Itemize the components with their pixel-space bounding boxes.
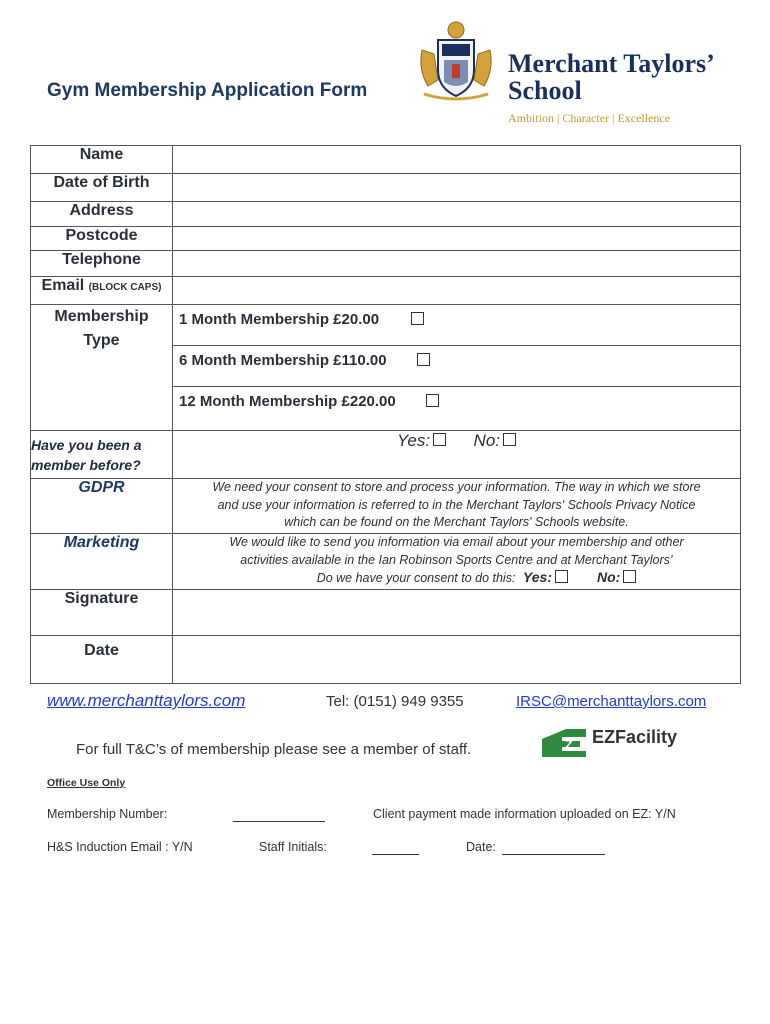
ezfacility-brand: EZFacility <box>592 727 678 747</box>
marketing-no-checkbox[interactable] <box>623 570 636 583</box>
staff-initials-label: Staff Initials: <box>259 840 327 854</box>
membership-options <box>173 305 741 431</box>
telephone-field[interactable] <box>173 251 741 277</box>
option-6-month-checkbox[interactable] <box>417 353 430 366</box>
name-label: Name <box>31 146 173 174</box>
office-date-line[interactable] <box>502 854 605 855</box>
svg-text:Z: Z <box>565 737 573 752</box>
name-field[interactable] <box>173 146 741 174</box>
marketing-text: We would like to send you information via email about your membership and other activities available in the Ian Robinson Sports Centre and at Merchant Taylors’ Do we have your consent to do this: Yes: No: <box>173 534 741 590</box>
staff-initials-line[interactable] <box>372 854 419 855</box>
member-before-yes-checkbox[interactable] <box>433 433 446 446</box>
school-crest-logo <box>416 20 496 104</box>
signature-label: Signature <box>31 590 173 636</box>
dob-label: Date of Birth <box>31 174 173 202</box>
email-link[interactable]: IRSC@merchanttaylors.com <box>516 693 707 710</box>
school-motto: Ambition | Character | Excellence <box>508 111 671 125</box>
hs-induction-label: H&S Induction Email : Y/N <box>47 840 193 854</box>
marketing-yes-checkbox[interactable] <box>555 570 568 583</box>
website-link[interactable]: www.merchanttaylors.com <box>47 691 246 710</box>
postcode-field[interactable] <box>173 227 741 251</box>
application-form-table <box>30 145 741 684</box>
gdpr-label: GDPR <box>31 479 173 534</box>
option-12-month[interactable]: 12 Month Membership £220.00 <box>173 387 740 430</box>
office-date-label: Date: <box>466 840 496 854</box>
telephone-label: Telephone <box>31 251 173 277</box>
option-1-month-checkbox[interactable] <box>411 312 424 325</box>
member-before-no-checkbox[interactable] <box>503 433 516 446</box>
membership-number-line[interactable] <box>233 821 325 822</box>
office-use-heading: Office Use Only <box>47 777 126 789</box>
telephone-number: Tel: (0151) 949 9355 <box>326 693 464 710</box>
option-12-month-checkbox[interactable] <box>426 394 439 407</box>
date-field[interactable] <box>173 636 741 684</box>
email-hint: (BLOCK CAPS) <box>88 282 162 293</box>
school-name: Merchant Taylors’ School <box>508 49 715 105</box>
marketing-label: Marketing <box>31 534 173 590</box>
terms-note: For full T&C’s of membership please see a member of staff. <box>76 741 472 758</box>
address-label: Address <box>31 202 173 227</box>
member-before-options: Yes: No: <box>173 431 741 479</box>
option-6-month[interactable]: 6 Month Membership £110.00 <box>173 346 740 387</box>
postcode-label: Postcode <box>31 227 173 251</box>
membership-type-label: Membership Type <box>31 305 173 431</box>
dob-field[interactable] <box>173 174 741 202</box>
gdpr-text: We need your consent to store and process your information. The way in which we store and use your information is referred to in the Merchant Taylors' Schools Privacy Notice which can be found on the Merchant Taylors' Schools website. <box>173 479 741 534</box>
member-before-label: Have you been a member before? <box>31 431 173 479</box>
address-field[interactable] <box>173 202 741 227</box>
client-payment-label: Client payment made information uploaded on EZ: Y/N <box>373 807 676 821</box>
signature-field[interactable] <box>173 590 741 636</box>
date-label: Date <box>31 636 173 684</box>
page-title: Gym Membership Application Form <box>47 80 368 101</box>
membership-number-label: Membership Number: <box>47 807 168 821</box>
email-label: Email (BLOCK CAPS) <box>31 277 173 305</box>
email-field[interactable] <box>173 277 741 305</box>
option-1-month[interactable]: 1 Month Membership £20.00 <box>173 305 740 346</box>
